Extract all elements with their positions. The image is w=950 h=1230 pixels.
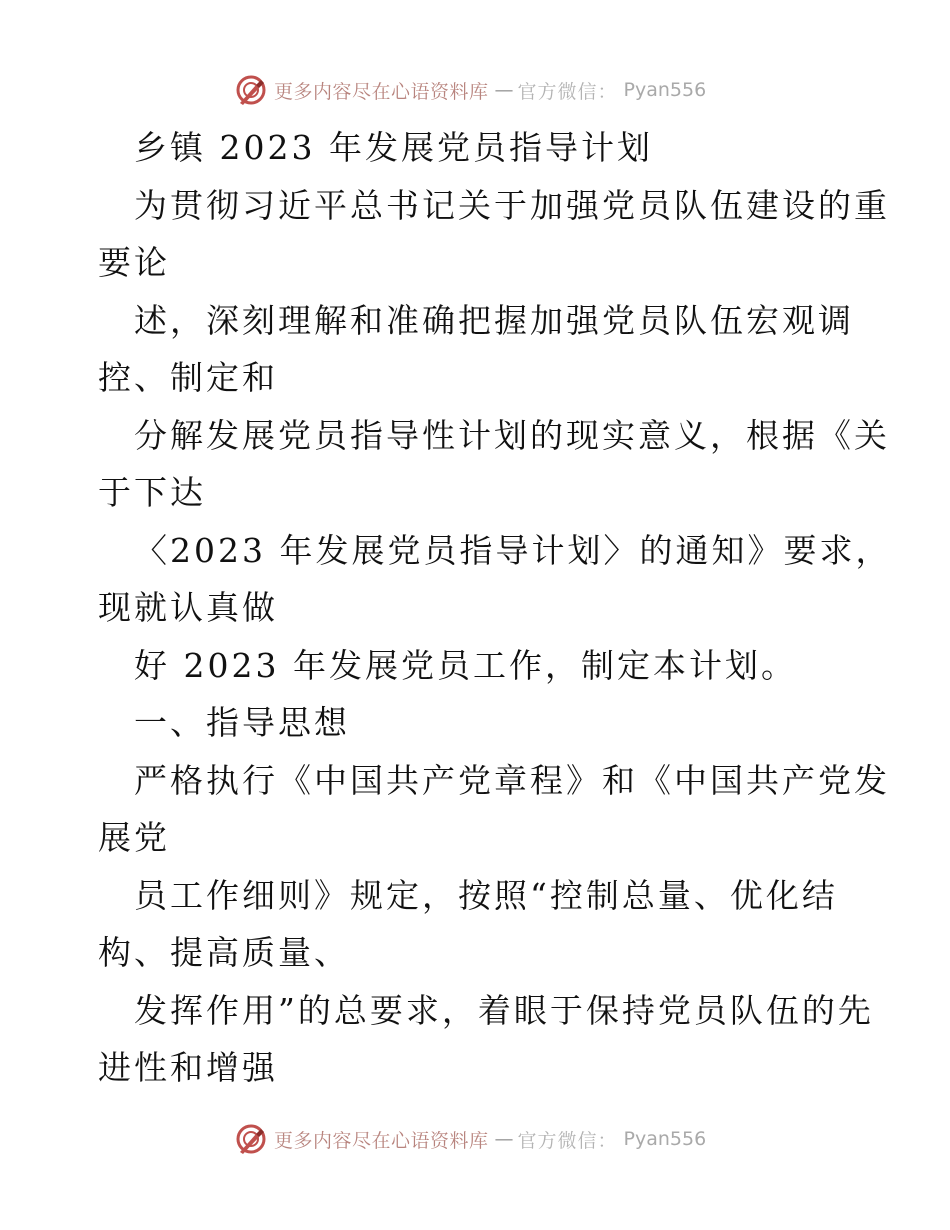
- doc-title: 乡镇 2023 年发展党员指导计划: [134, 128, 653, 167]
- doc-line: 发挥作用”的总要求，着眼于保持党员队伍的先: [134, 991, 874, 1030]
- doc-line: 展党: [98, 818, 170, 857]
- section-heading: 一、指导思想: [134, 703, 350, 742]
- doc-line: 要论: [98, 243, 170, 282]
- doc-line: 构、提高质量、: [98, 933, 350, 972]
- watermark-footer: [234, 1122, 706, 1156]
- doc-line: 控、制定和: [98, 358, 278, 397]
- doc-line: 分解发展党员指导性计划的现实意义，根据《关: [134, 416, 890, 455]
- doc-line: 现就认真做: [98, 588, 278, 627]
- pen-logo-icon: [234, 1122, 268, 1156]
- watermark-wechat-label: 官方微信：: [517, 80, 618, 103]
- watermark-site-text: 更多内容尽在心语资料库: [274, 80, 489, 103]
- watermark-dash: —: [494, 1128, 512, 1150]
- doc-line: 员工作细则》规定，按照“控制总量、优化结: [134, 876, 838, 915]
- doc-line: 进性和增强: [98, 1048, 278, 1087]
- watermark-site-text: 更多内容尽在心语资料库: [274, 1129, 489, 1152]
- doc-line: 严格执行《中国共产党章程》和《中国共产党发: [134, 761, 890, 800]
- doc-line: 述，深刻理解和准确把握加强党员队伍宏观调: [134, 301, 854, 340]
- doc-line: 好 2023 年发展党员工作，制定本计划。: [134, 646, 797, 685]
- watermark-dash: —: [494, 79, 512, 101]
- watermark-wechat-id: Pyan556: [623, 79, 707, 101]
- watermark-wechat-label: 官方微信：: [517, 1129, 618, 1152]
- watermark-wechat-id: Pyan556: [623, 1128, 707, 1150]
- doc-line: 为贯彻习近平总书记关于加强党员队伍建设的重: [134, 186, 890, 225]
- doc-line: 〈2023 年发展党员指导计划〉的通知》要求，: [134, 531, 892, 570]
- doc-line: 于下达: [98, 473, 206, 512]
